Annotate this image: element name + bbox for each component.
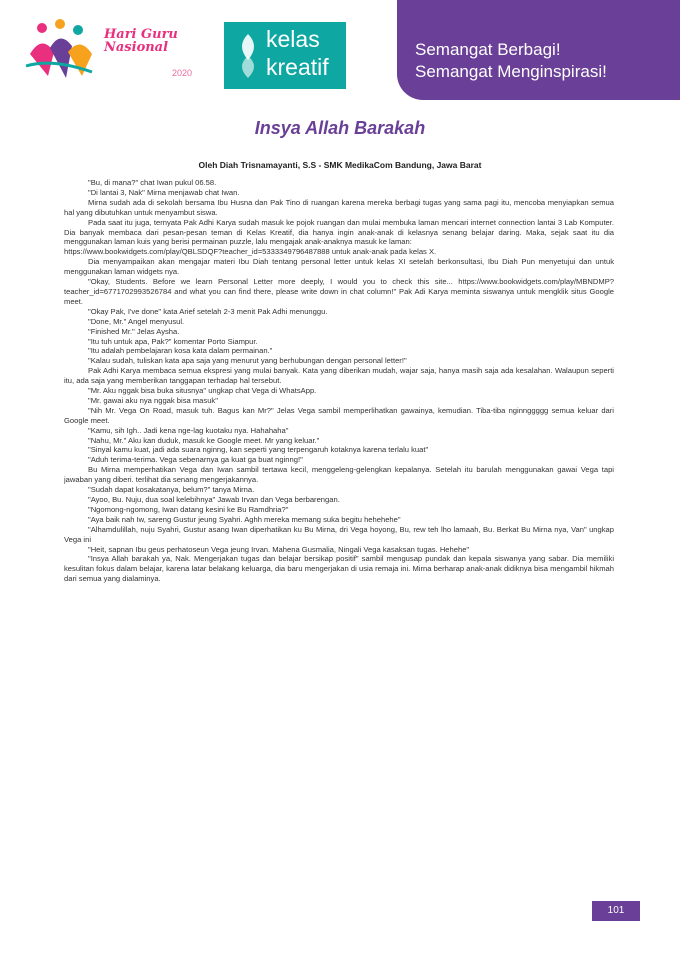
hari-guru-nasional-text: Hari Guru Nasional	[104, 27, 178, 55]
hari-guru-nasional-year: 2020	[172, 68, 193, 78]
paragraph: "Nahu, Mr." Aku kan duduk, masuk ke Google meet. Mr yang keluar."	[88, 435, 320, 445]
paragraph: "Itu tuh untuk apa, Pak?" komentar Porto Siampur.	[88, 336, 258, 346]
paragraph: "Itu adalah pembelajaran kosa kata dalam permainan."	[88, 346, 273, 356]
paragraph: "Okay Pak, I've done" kata Arief setelah 2-3 menit Pak Adhi menunggu.	[88, 306, 328, 316]
slogan-line-2: Semangat Menginspirasi!	[415, 62, 607, 81]
paragraph: Dia menyampaikan akan mengajar materi Ibu Diah tentang personal letter untuk kelas XI setelah berkonsultasi, Ibu Diah Pun menyetujui dan untuk menggunakan laman widgets nya.	[64, 257, 614, 277]
paragraph: "Okay, Students. Before we learn Personal Letter more deeply, I would you to check this site... https://www.bookwidgets.com/play/MBNDMP?teacher_id=6771702993526784 and what you can find there, please write down in chat column!" Pak Adi Karya meminta siswanya untuk mengklik situs Google meet.	[64, 277, 614, 306]
paragraph: "Heit, sapnan Ibu geus perhatoseun Vega jeung Irvan. Mahena Gusmalia, Ningali Vega kasaksan tugas. Hehehe"	[88, 544, 470, 554]
article-title: Insya Allah Barakah	[254, 118, 426, 138]
page-header	[0, 0, 680, 100]
paragraph: Pak Adhi Karya membaca semua ekspresi yang mulai banyak. Kata yang diberikan mudah, wajar saja, hanya masih saja ada kesalahan. Walaupun seperti itu, ada saja yang memberikan tanggapan terhadap hal tersebut.	[64, 366, 614, 386]
paragraph: "Mr. Aku nggak bisa buka situsnya" ungkap chat Vega di WhatsApp.	[88, 386, 317, 396]
paragraph: "Nih Mr. Vega On Road, masuk tuh. Bagus kan Mr?" Jelas Vega sambil memperlihatkan gawainya, kemudian. Tiba-tiba nginnggggg semua keluar dari Google meet.	[64, 405, 614, 425]
paragraph: "Finished Mr." Jelas Aysha.	[88, 326, 180, 336]
paragraph: "Kalau sudah, tuliskan kata apa saja yang menurut yang berhubungan dengan personal letter!"	[88, 356, 407, 366]
paragraph: "Bu, di mana?" chat Iwan pukul 06.58.	[88, 178, 217, 187]
paragraph: Pada saat itu juga, ternyata Pak Adhi Karya sudah masuk ke pojok ruangan dan mulai membuka laman mencari internet connection lantai 3 Lab Komputer. Dia banyak membaca dari pesan-pesan teman di Kelas Kreatif, dia hanya ingin anak-anak di kelasnya senang belajar daring. Maka, sejak saat itu dia menggunakan laman kuis yang berisi permainan puzzle, lalu mengajak anak-anaknya masuk ke laman:	[64, 217, 614, 247]
paragraph: https://www.bookwidgets.com/play/QBLSDQF?teacher_id=5333349796487888 untuk anak-anak pada kelas X.	[64, 247, 437, 257]
paragraph: Bu Mirna memperhatikan Vega dan Iwan sambil tertawa kecil, menggeleng-gelengkan kepalanya. Setelah itu barulah menggunakan gawai Vega tapi jawaban yang diberi. terlihat dia senang mengerjakannya.	[64, 465, 614, 485]
kelas-kreatif-word-2: kreatif	[266, 54, 329, 80]
paragraph: "Ayoo, Bu. Nuju, dua soal kelebihnya" Jawab Irvan dan Vega berbarengan.	[88, 495, 340, 504]
paragraph: "Ngomong-ngomong, Iwan datang kesini ke Bu Ramdhria?"	[88, 504, 289, 514]
paragraph: "Sinyal kamu kuat, jadi ada suara nginng, kan seperti yang terpengaruh kotaknya karena terlalu kuat"	[88, 445, 429, 455]
slogan-banner	[397, 0, 680, 100]
paragraph: "Aduh terima-terima. Vega sebenarnya ga kuat ga buat nginng!"	[88, 455, 303, 465]
kelas-kreatif-leaf-icon	[234, 30, 262, 80]
paragraph: "Alhamdulillah, nuju Syahri, Gustur asang Iwan diperhatikan ku Bu Mirna, dri Vega hoyong, Bu, rew teh lho lamaah, Bu. Berkat Bu Mirna nya, Van" ungkap Vega ini	[64, 524, 614, 544]
hari-guru-nasional-logo	[22, 14, 197, 86]
paragraph: "Aya baik nah Iw, sareng Gustur jeung Syahri. Aghh mereka memang suka begitu hehehehe"	[88, 514, 401, 524]
kelas-kreatif-word-1: kelas	[266, 26, 320, 52]
slogan-line-1: Semangat Berbagi!	[415, 40, 561, 59]
paragraph: Mirna sudah ada di sekolah bersama Ibu Husna dan Pak Tino di ruangan karena mereka berbagi tugas yang sama pagi itu, mencoba menyiapkan semua hal yang dibutuhkan untuk menyambut siswa.	[64, 197, 614, 217]
kelas-kreatif-logo	[224, 22, 346, 89]
paragraph: "Insya Allah barakah ya, Nak. Mengerjakan tugas dan belajar bersikap positif" sambil mengusap pundak dan kepala siswanya yang sabar. Dia memiliki kesulitan fokus dalam belajar, karena latar belakang keluarga, dia baru mengerjakan di usia remaja ini. Mirna berharap anak-anak didiknya bisa mengambil hikmah dari semua yang dialaminya.	[64, 554, 614, 584]
article-author: Oleh Diah Trisnamayanti, S.S - SMK MedikaCom Bandung, Jawa Barat	[198, 160, 482, 170]
article-body	[64, 178, 614, 828]
paragraph: "Di lantai 3, Nak" Mirna menjawab chat Iwan.	[88, 187, 240, 197]
paragraph: "Done, Mr." Angel menyusul.	[88, 316, 185, 326]
paragraph: "Mr. gawai aku nya nggak bisa masuk"	[88, 395, 218, 405]
paragraph: "Sudah dapat kosakatanya, belum?" tanya Mirna.	[88, 485, 255, 495]
paragraph: "Kamu, sih Igh.. Jadi kena nge-lag kuotaku nya. Hahahaha"	[88, 425, 289, 435]
page-number: 101	[592, 901, 640, 921]
people-figures-icon	[22, 14, 102, 86]
